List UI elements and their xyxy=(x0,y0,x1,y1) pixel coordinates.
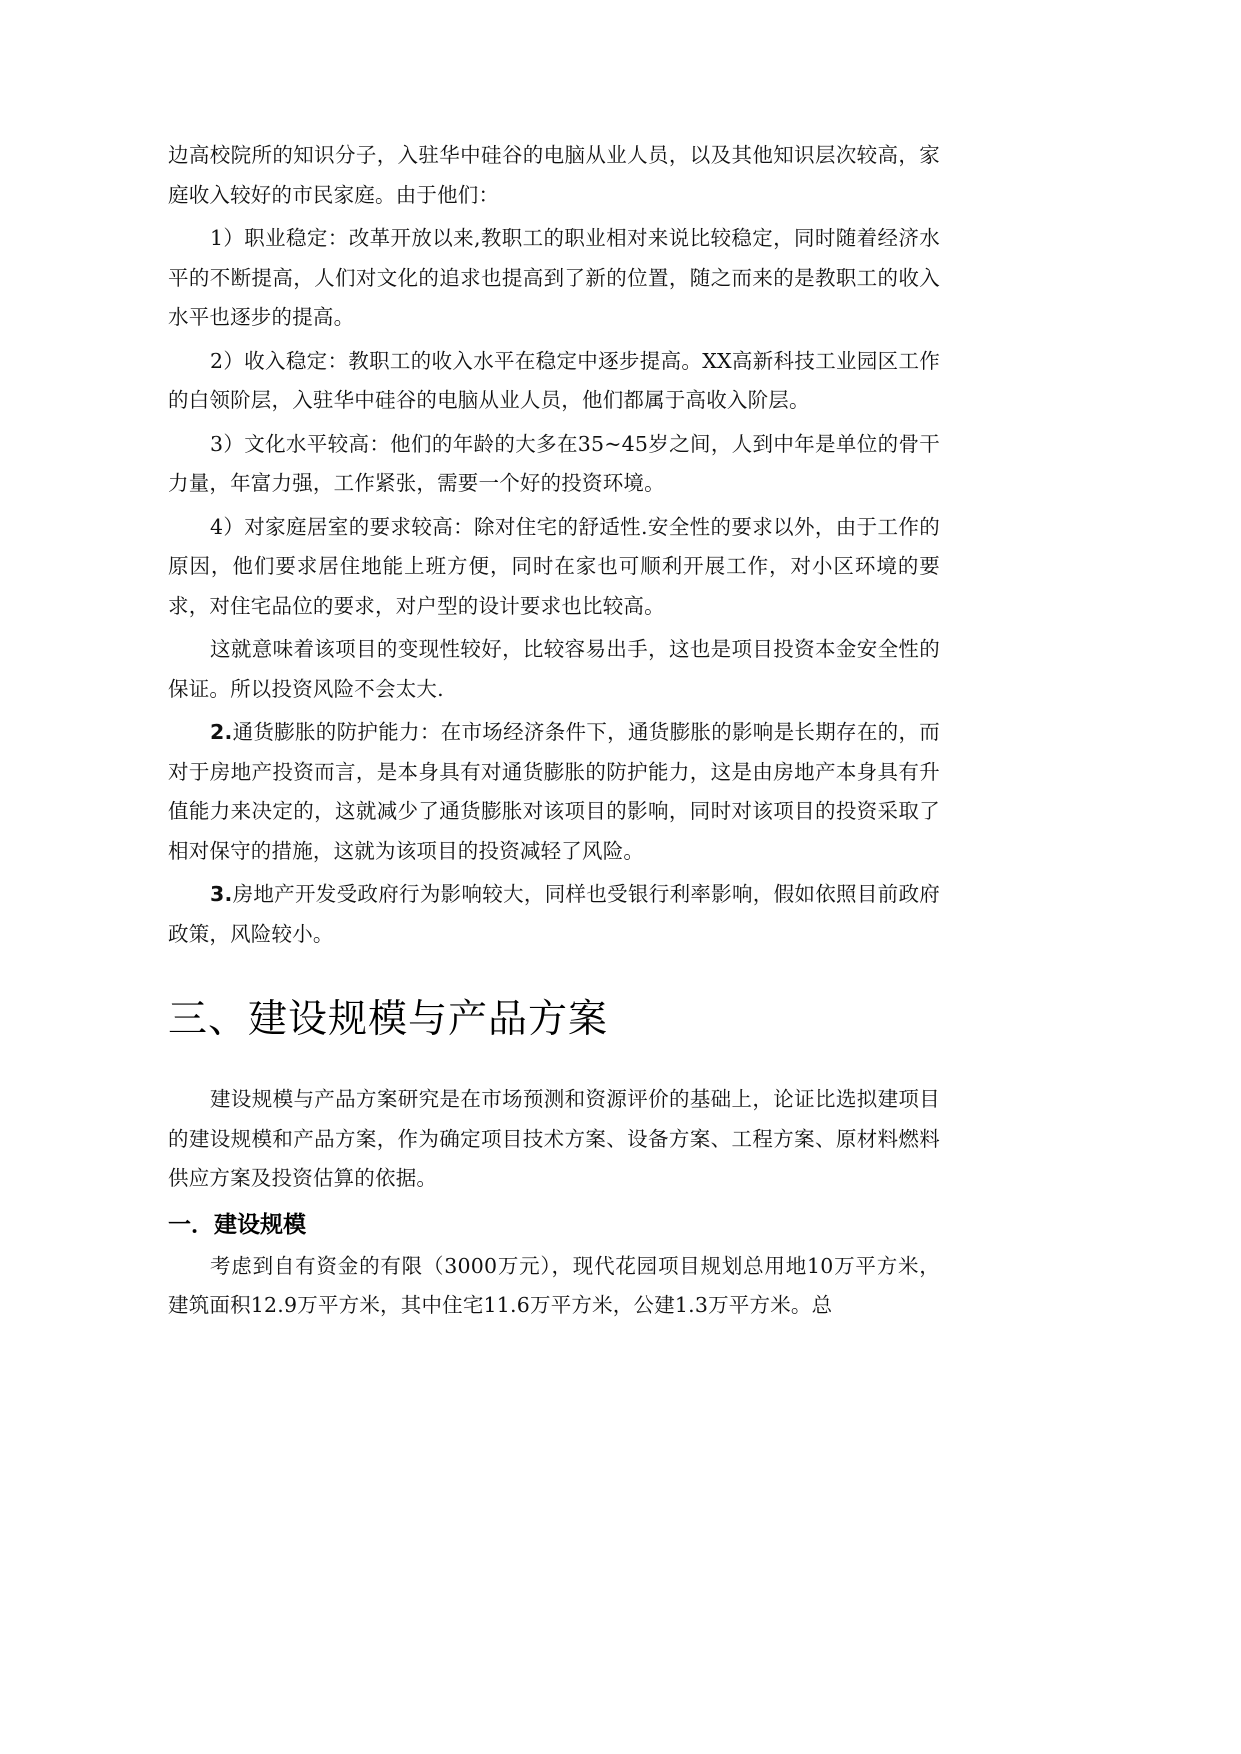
paragraph-education-level: 3）文化水平较高：他们的年龄的大多在35~45岁之间，人到中年是单位的骨干力量，年富力强，工作紧张，需要一个好的投资环境。 xyxy=(168,431,940,495)
paragraph-income-stability: 2）收入稳定：教职工的收入水平在稳定中逐步提高。XX高新科技工业园区工作的白领阶层，入驻华中硅谷的电脑从业人员，他们都属于高收入阶层。 xyxy=(168,348,940,412)
paragraph-inflation-protection xyxy=(168,713,940,871)
section-intro-paragraph: 建设规模与产品方案研究是在市场预测和资源评价的基础上，论证比选拟建项目的建设规模和产品方案，作为确定项目技术方案、设备方案、工程方案、原材料燃料供应方案及投资估算的依据。 xyxy=(168,1087,940,1190)
subsection-heading: 一．建设规模 xyxy=(168,1211,306,1238)
section-heading: 三、建设规模与产品方案 xyxy=(168,997,609,1042)
paragraph-investment-safety: 这就意味着该项目的变现性较好，比较容易出手，这也是项目投资本金安全性的保证。所以投资风险不会太大. xyxy=(168,637,940,701)
point-text: 通货膨胀的防护能力：在市场经济条件下，通货膨胀的影响是长期存在的，而对于房地产投资而言，是本身具有对通货膨胀的防护能力，这是由房地产本身具有升值能力来决定的，这就减少了通货膨胀对该项目的影响，同时对该项目的投资采取了相对保守的措施，这就为该项目的投资减轻了风险。 xyxy=(168,720,940,863)
document-page xyxy=(168,136,940,1326)
paragraph-career-stability: 1）职业稳定：改革开放以来,教职工的职业相对来说比较稳定，同时随着经济水平的不断提高，人们对文化的追求也提高到了新的位置，随之而来的是教职工的收入水平也逐步的提高。 xyxy=(168,226,940,329)
paragraph-intro-continued: 边高校院所的知识分子，入驻华中硅谷的电脑从业人员，以及其他知识层次较高，家庭收入较好的市民家庭。由于他们： xyxy=(168,143,940,207)
subsection-paragraph: 考虑到自有资金的有限（3000万元），现代花园项目规划总用地10万平方米，建筑面积12.9万平方米，其中住宅11.6万平方米，公建1.3万平方米。总 xyxy=(168,1253,940,1317)
paragraph-housing-requirements: 4）对家庭居室的要求较高：除对住宅的舒适性.安全性的要求以外，由于工作的原因，他们要求居住地能上班方便，同时在家也可顺利开展工作，对小区环境的要求，对住宅品位的要求，对户型的设计要求也比较高。 xyxy=(168,514,940,618)
point-number: 2. xyxy=(210,720,233,744)
paragraph-government-policy xyxy=(168,875,940,954)
point-number: 3. xyxy=(210,882,233,906)
point-text: 房地产开发受政府行为影响较大，同样也受银行利率影响，假如依照目前政府政策，风险较小。 xyxy=(168,882,940,946)
